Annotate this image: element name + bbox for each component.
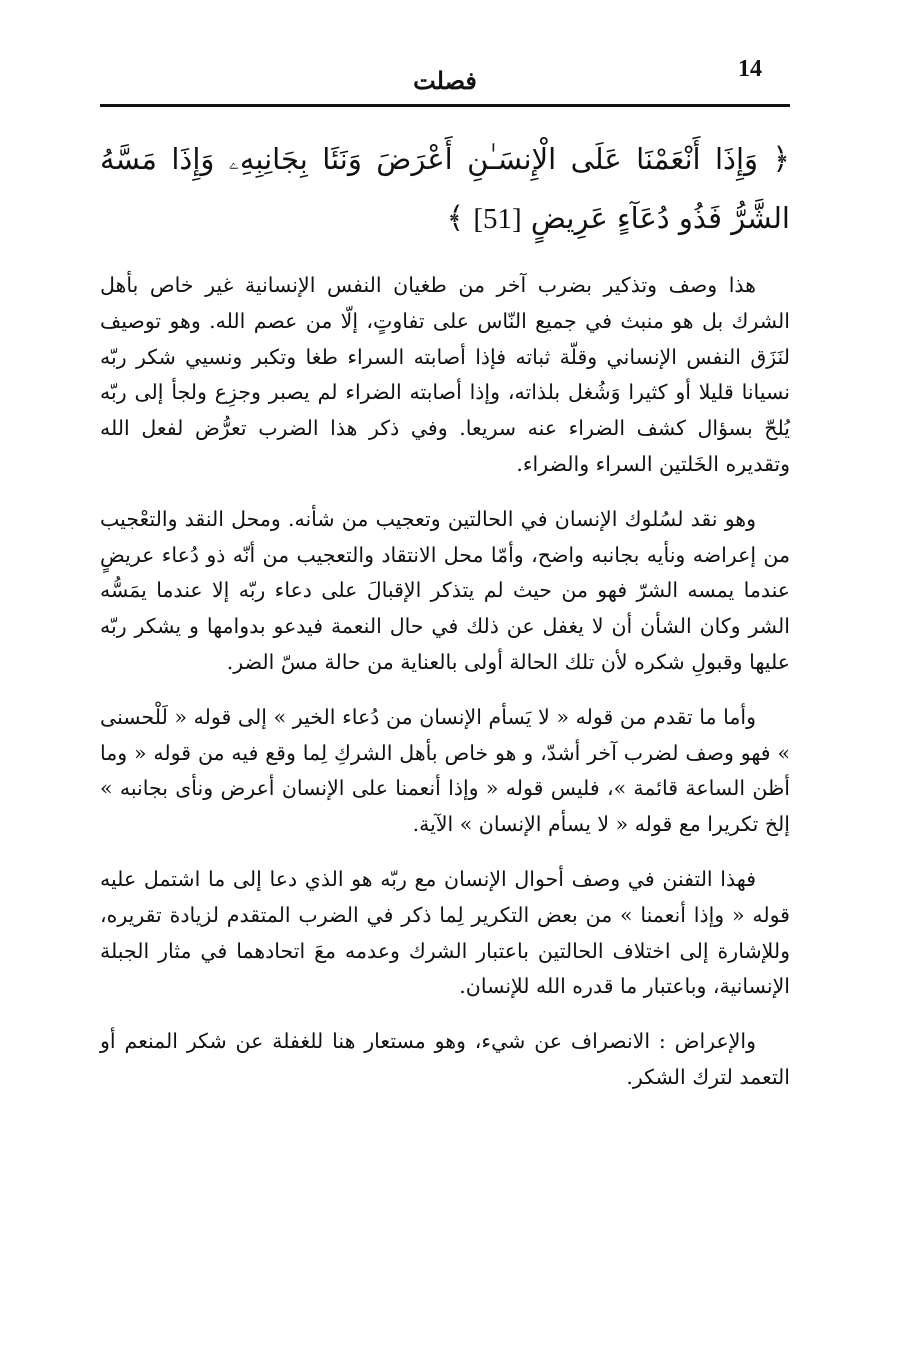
ayah-number: [51] <box>473 203 522 235</box>
quran-verse <box>100 130 790 248</box>
paragraph: وأما ما تقدم من قوله « لا يَسأم الإنسان من دُعاء الخير » إلى قوله « لَلْحسنى » فهو وصف لضرب آخر أشدّ، و هو خاص بأهل الشركِ لِما وقع فيه من قوله « وما أظن الساعة قائمة »، فليس قوله « وإذا أنعمنا على الإنسان أعرض ونأى بجانبه » إلخ تكريرا مع قوله « لا يسأم الإنسان » الآية. <box>100 704 790 837</box>
page-number: 14 <box>738 56 762 82</box>
paragraph: فهذا التفنن في وصف أحوال الإنسان مع ربّه هو الذي دعا إلى ما اشتمل عليه قوله « وإذا أنعمنا » من بعض التكرير لِما ذكر في الضرب المتقدم لزيادة تقريره، وللإشارة إلى اختلاف الحالتين باعتبار الشرك وعدمه معَ اتحادهما في مثار الجبلة الإنسانية، وباعتبار ما قدره الله للإنسان. <box>100 866 790 999</box>
paragraph: والإعراض : الانصراف عن شيء، وهو مستعار هنا للغفلة عن شكر المنعم أو التعمد لترك الشكر. <box>100 1029 790 1089</box>
header-divider <box>100 104 790 107</box>
surah-title: فصلت <box>413 66 477 95</box>
verse-open-bracket: ﴿ <box>772 142 790 177</box>
verse-close-bracket: ﴾ <box>446 201 465 236</box>
verse-text: وَإِذَا أَنْعَمْنَا عَلَى الْإِنسَـٰنِ أَعْرَضَ وَنَئَا بِجَانِبِهِۦ وَإِذَا مَسَّهُ الشَّرُّ فَذُو دُعَآءٍ عَرِيضٍ <box>100 142 790 235</box>
page-header <box>100 48 790 104</box>
page-body <box>100 130 790 1115</box>
paragraph: هذا وصف وتذكير بضرب آخر من طغيان النفس الإنسانية غير خاص بأهل الشرك بل هو منبث في جميع النّاس على تفاوتٍ، إلّا من عصم الله. وهو توصيف لنَزَق النفس الإنساني وقلّة ثباته فإذا أصابته السراء طغا وتكبر ونسيي شكر ربّه نسيانا قليلا أو كثيرا وَشُغل بلذاته، وإذا أصابته الضراء لم يصبر وجزِع ولجأ إلى ربّه يُلحّ بسؤال كشف الضراء عنه سريعا. وفي ذكر هذا الضرب تعرُّض لفعل الله وتقديره الخَلتين السراء والضراء. <box>100 273 790 476</box>
paragraph: وهو نقد لسُلوك الإنسان في الحالتين وتعجيب من شأنه. ومحل النقد والتعْجيب من إعراضه ونأيه بجانبه واضح، وأمّا محل الانتقاد والتعجيب من أنّه ذو دُعاء عريضٍ عندما يمسه الشرّ فهو من حيث لم يتذكر الإقبالَ على دعاء ربّه إلا عندما يمَسُّه الشر وكان الشأن أن لا يغفل عن ذلك في حال النعمة فيدعو بدوامها و يشكر ربّه عليها وقبولِ شكره لأن تلك الحالة أولى بالعناية من حالة مسّ الضر. <box>100 506 790 674</box>
